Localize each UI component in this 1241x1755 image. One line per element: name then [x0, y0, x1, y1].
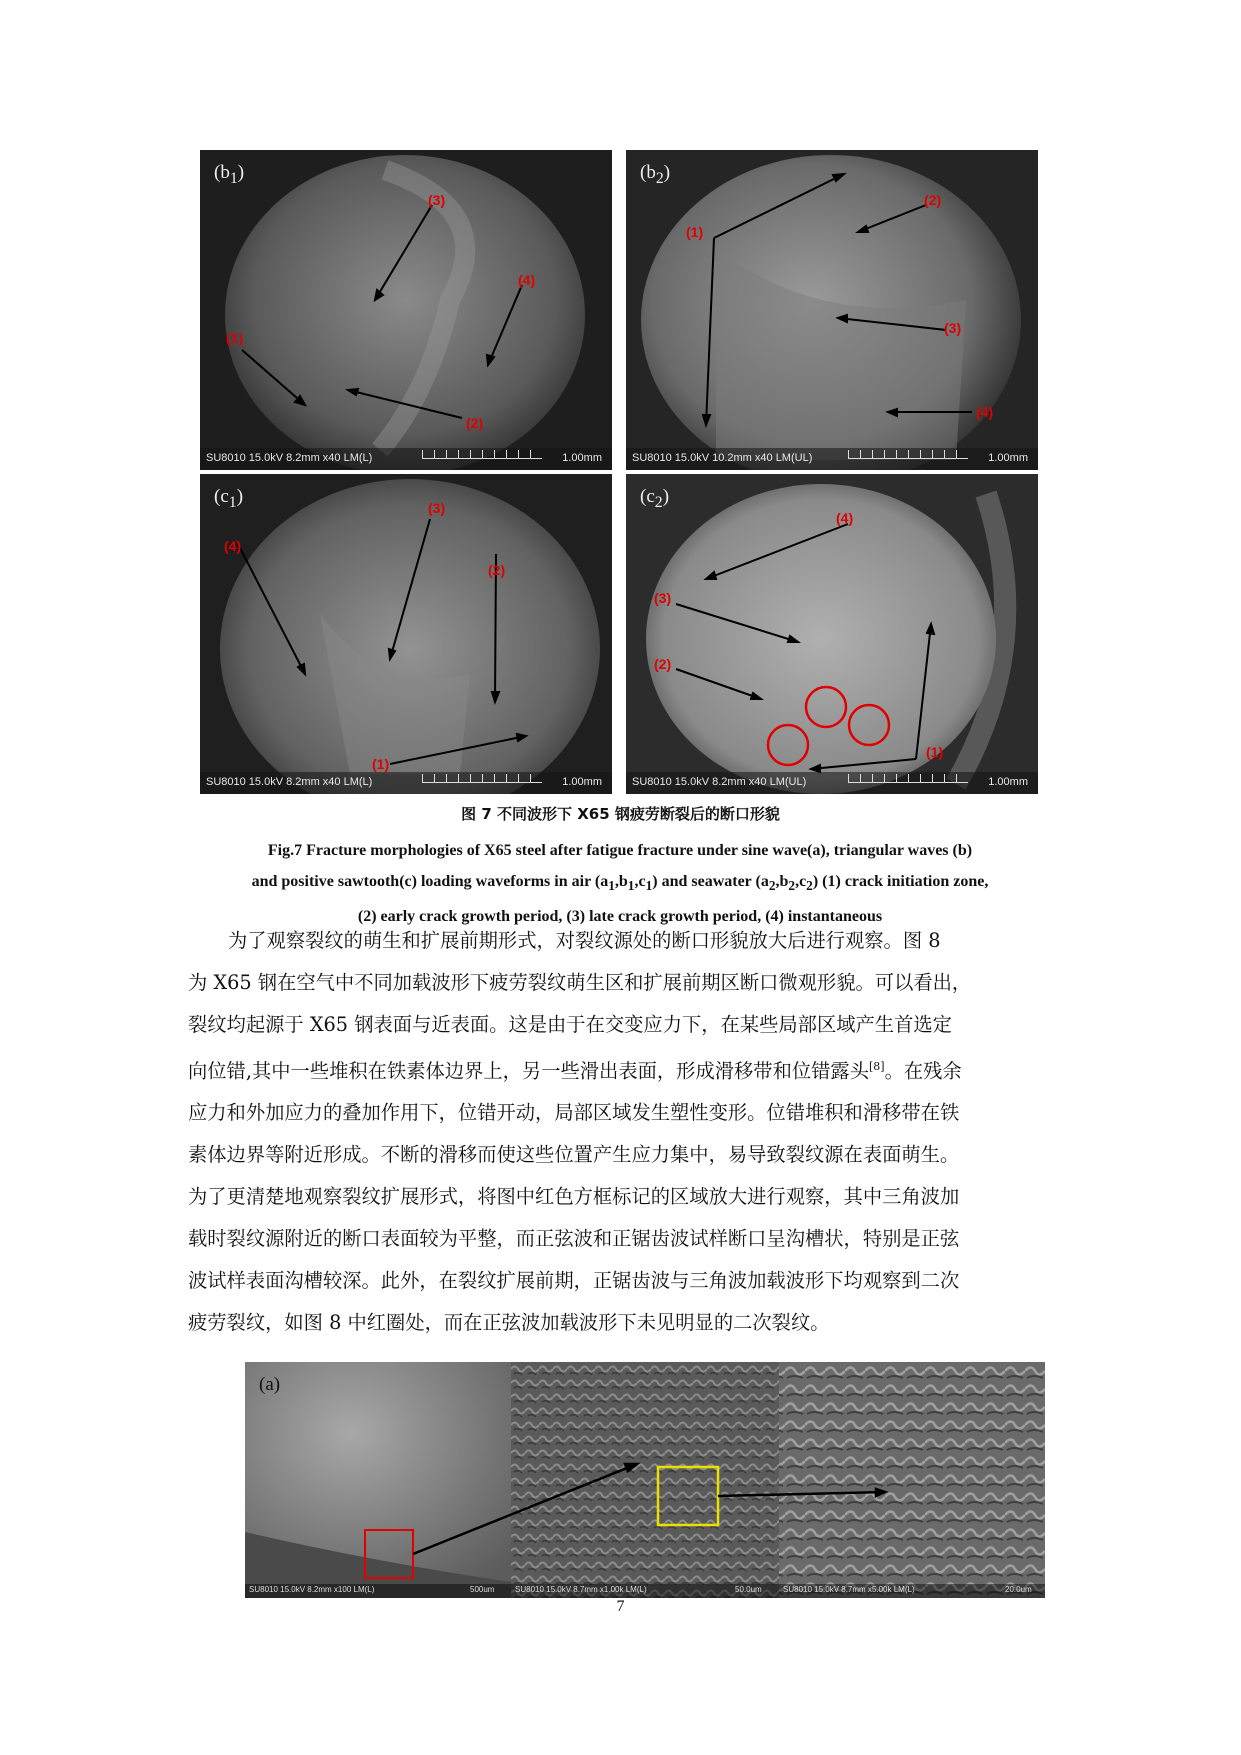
fig8-info-2: SU8010 15.0kV 8.7mm x1.00k LM(L)	[515, 1585, 647, 1594]
callout-2: (2)	[654, 656, 672, 672]
callout-4: (4)	[976, 404, 994, 420]
panel-label-b2: $(b_2)$	[640, 162, 671, 187]
sem-panel-b1	[200, 150, 612, 470]
scale-bar: SU8010 15.0kV 8.2mm x40 LM(UL) 1.00mm	[626, 772, 1038, 794]
callout-1: (1)	[226, 330, 244, 346]
fig8-scale-1: 500um	[470, 1585, 495, 1594]
scale-bar: SU8010 15.0kV 8.2mm x40 LM(L) 1.00mm	[200, 772, 612, 794]
callout-2: (2)	[924, 192, 942, 208]
paragraph-line: 应力和外加应力的叠加作用下，位错开动，局部区域发生塑性变形。位错堆积和滑移带在铁	[188, 1101, 960, 1125]
scale-bar: SU8010 15.0kV 10.2mm x40 LM(UL) 1.00mm	[626, 448, 1038, 470]
sem-panel-c1	[200, 474, 612, 794]
fig8-scale-3: 20.0um	[1005, 1585, 1032, 1594]
sem-image-c1	[200, 474, 612, 794]
figure-7-caption-cn: 图 7 不同波形下 X65 钢疲劳断裂后的断口形貌	[461, 805, 780, 823]
callout-2: (2)	[488, 562, 506, 578]
callout-3: (3)	[654, 590, 672, 606]
panel-label-c1: $(c_1)$	[214, 486, 244, 511]
paragraph-line: 载时裂纹源附近的断口表面较为平整，而正弦波和正锯齿波试样断口呈沟槽状，特别是正弦	[188, 1227, 960, 1251]
callout-1: (1)	[926, 744, 944, 760]
figure-7-caption-en: Fig.7 Fracture morphologies of X65 steel after fatigue fracture under sine wave(a), triangular waves (b) and positive sawtooth(c) loading waveforms in air $(a_1,b_1,c_1)$ and seawater $(a_2,b_2,c_2)$ (1) crack initiation zone, (2) early crack growth period, (3) late crack growth period, (4) instantaneous	[251, 842, 989, 926]
callout-4: (4)	[836, 510, 854, 526]
callout-4: (4)	[224, 538, 242, 554]
paragraph-line: 波试样表面沟槽较深。此外，在裂纹扩展前期，正锯齿波与三角波加载波形下均观察到二次	[188, 1269, 960, 1293]
sem-image-8a	[245, 1362, 1045, 1598]
sem-panel-c2	[626, 474, 1038, 794]
callout-3: (3)	[944, 320, 962, 336]
callout-2: (2)	[466, 415, 484, 431]
paragraph-line: 裂纹均起源于 X65 钢表面与近表面。这是由于在交变应力下，在某些局部区域产生首选定	[188, 1013, 952, 1036]
sem-image-c2	[626, 474, 1038, 794]
paragraph-line: 为 X65 钢在空气中不同加载波形下疲劳裂纹萌生区和扩展前期区断口微观形貌。可以看出，	[188, 971, 972, 994]
paragraph-line: 向位错,其中一些堆积在铁素体边界上，另一些滑出表面，形成滑移带和位错露头[8]。在残余	[188, 1059, 962, 1083]
callout-3: (3)	[428, 500, 446, 516]
callout-3: (3)	[428, 192, 446, 208]
scale-bar: SU8010 15.0kV 8.2mm x40 LM(L) 1.00mm	[200, 448, 612, 470]
fig8-info-3: SU8010 15.0kV 8.7mm x5.00k LM(L)	[783, 1585, 915, 1594]
sem-image-b1	[200, 150, 612, 470]
sem-panel-b2	[626, 150, 1038, 470]
fig8-info-1: SU8010 15.0kV 8.2mm x100 LM(L)	[249, 1585, 375, 1594]
callout-4: (4)	[518, 272, 536, 288]
fig8-scale-2: 50.0um	[735, 1585, 762, 1594]
figure-8a	[245, 1362, 1045, 1598]
figure-8-label: (a)	[259, 1374, 281, 1395]
citation-ref[interactable]: [8]	[868, 1060, 885, 1073]
callout-1: (1)	[686, 224, 704, 240]
sem-image-b2	[626, 150, 1038, 470]
paragraph-line: 为了观察裂纹的萌生和扩展前期形式，对裂纹源处的断口形貌放大后进行观察。图 8	[228, 929, 941, 952]
panel-label-b1: $(b_1)$	[214, 162, 245, 187]
paragraph-line: 为了更清楚地观察裂纹扩展形式，将图中红色方框标记的区域放大进行观察，其中三角波加	[188, 1185, 960, 1209]
page-number: 7	[616, 1598, 625, 1615]
paragraph-line: 疲劳裂纹，如图 8 中红圈处，而在正弦波加载波形下未见明显的二次裂纹。	[188, 1311, 830, 1335]
body-paragraph	[188, 920, 1058, 1344]
paragraph-line: 素体边界等附近形成。不断的滑移而使这些位置产生应力集中，易导致裂纹源在表面萌生。	[188, 1143, 960, 1167]
callout-1: (1)	[372, 756, 390, 772]
panel-label-c2: $(c_2)$	[640, 486, 670, 511]
